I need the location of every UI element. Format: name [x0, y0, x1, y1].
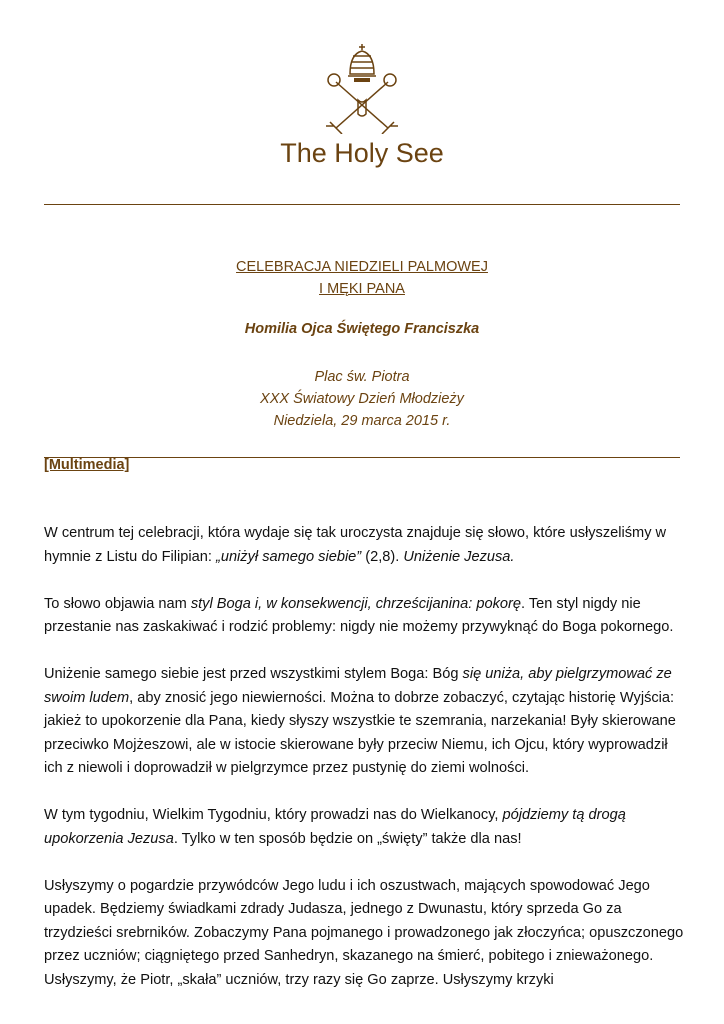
- event-details: [0, 366, 724, 432]
- document-heading[interactable]: [0, 256, 724, 300]
- body-paragraph: [44, 875, 684, 993]
- papal-coat-of-arms-icon: [320, 42, 404, 134]
- homily-title: Homilia Ojca Świętego Franciszka: [244, 321, 480, 337]
- paragraph-text: Uniżenie samego siebie jest przed wszystkimi stylem Boga: Bóg: [44, 666, 463, 682]
- heading-line-2[interactable]: I MĘKI PANA: [319, 281, 405, 297]
- body-paragraph: [44, 804, 684, 851]
- heading-line-1[interactable]: CELEBRACJA NIEDZIELI PALMOWEJ: [236, 259, 488, 275]
- header-divider: [44, 204, 680, 205]
- event-date: Niedziela, 29 marca 2015 r.: [273, 413, 451, 429]
- paragraph-text: (2,8).: [361, 548, 404, 565]
- paragraph-text: To słowo objawia nam: [44, 595, 191, 612]
- italic-text: się uniża, aby pielgrzymować ze swoim ludem: [44, 666, 672, 706]
- italic-text: pójdziemy tą drogą upokorzenia Jezusa: [44, 807, 626, 847]
- italic-text: „uniżył samego siebie”: [215, 548, 362, 565]
- paragraph-text: W centrum tej celebracji, która wydaje się tak uroczysta znajduje się słowo, które usłyszeliśmy w hymnie z Listu do Filipian:: [44, 525, 667, 565]
- body-paragraph: [44, 522, 684, 569]
- event-place: Plac św. Piotra: [314, 369, 410, 385]
- body-paragraph: [44, 593, 684, 640]
- italic-text: Uniżenie Jezusa.: [403, 548, 515, 565]
- paragraph-text: . Tylko w ten sposób będzie on „święty” także dla nas!: [173, 830, 522, 847]
- section-divider: [44, 457, 680, 458]
- paragraph-text: W tym tygodniu, Wielkim Tygodniu, który prowadzi nas do Wielkanocy,: [44, 807, 503, 823]
- body-paragraph: [44, 663, 684, 781]
- paragraph-text: Usłyszymy o pogardzie przywódców Jego ludu i ich oszustwach, mających spowodować Jego upadek. Będziemy świadkami zdrady Judasza, jednego z Dwunastu, który sprzeda Go za trzydzieści srebrników. Zobaczymy Pana pojmanego i prowadzonego jak złoczyńca; opuszczonego przez uczniów; ciągniętego przed Sanhedryn, skazanego na śmierć, pobitego i znieważonego. Usłyszymy, że Piotr, „skała” uczniów, trzy razy się Go zaprze. Usłyszymy krzyki: [44, 877, 684, 988]
- paragraph-text: , aby znosić jego niewierności. Można to dobrze zobaczyć, czytając historię Wyjścia: jakież to upokorzenie dla Pana, kiedy słyszy wszystkie te szemrania, narzekania! Były skierowane przeciwko Mojżeszowi, ale w istocie skierowane były przeciw Niemu, ich Ojcu, który wyprowadził ich z niewoli i doprowadził w pielgrzymce przez pustynię do ziemi wolności.: [44, 689, 676, 776]
- site-title[interactable]: The Holy See: [280, 138, 444, 168]
- multimedia-link[interactable]: [Multimedia]: [44, 457, 130, 473]
- italic-text: styl Boga i, w konsekwencji, chrześcijanina: pokorę: [190, 595, 521, 612]
- paragraph-text: . Ten styl nigdy nie przestanie nas zaskakiwać i rodzić problemy: nigdy nie możemy przywyknąć do Boga pokornego.: [44, 595, 674, 635]
- event-name: XXX Światowy Dzień Młodzieży: [260, 391, 464, 407]
- homily-body: [44, 522, 684, 1016]
